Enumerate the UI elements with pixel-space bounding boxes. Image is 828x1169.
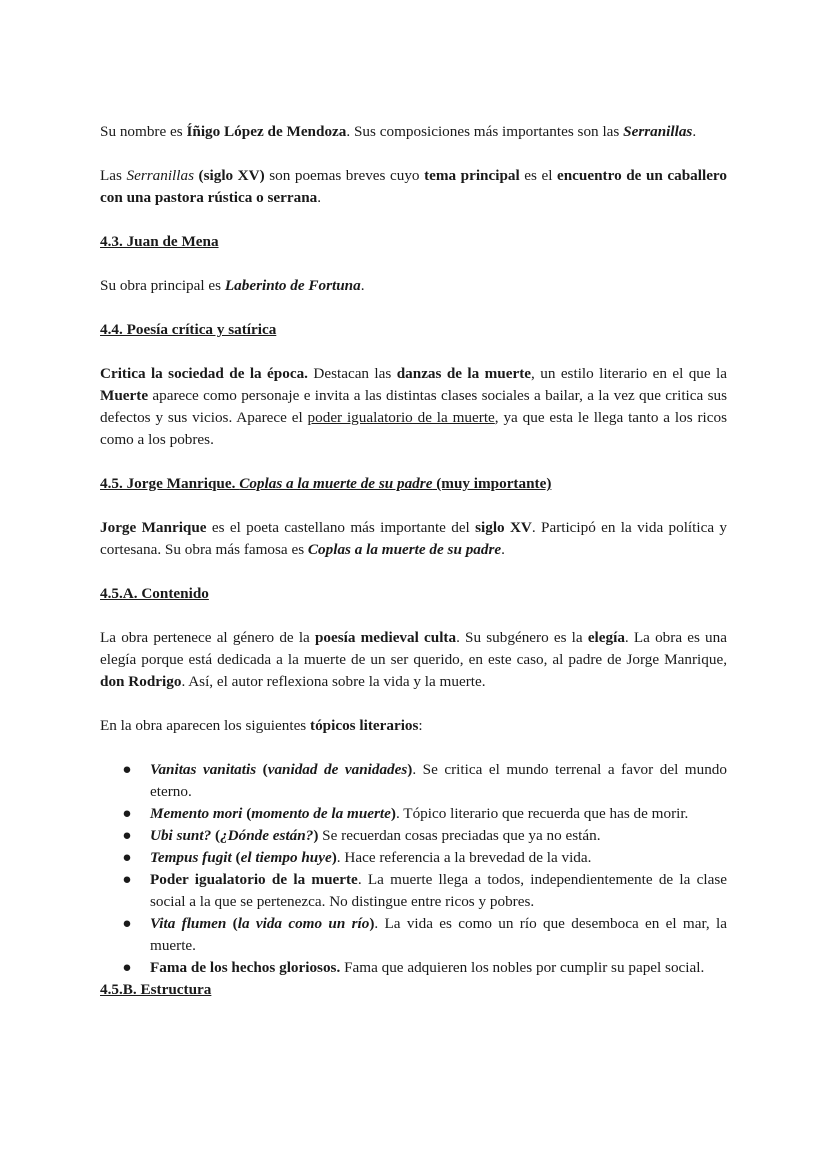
topic-description: . Tópico literario que recuerda que has de morir.	[395, 805, 689, 822]
text: (	[231, 849, 241, 866]
paragraph-critica	[100, 363, 727, 451]
text: .	[692, 123, 697, 140]
list-item	[100, 825, 727, 847]
text: , un estilo literario en el que la	[531, 365, 727, 382]
heading-jorge-manrique	[100, 473, 727, 495]
text: .	[317, 189, 322, 206]
text: )	[407, 761, 413, 778]
heading-part: (muy importante)	[432, 475, 552, 492]
bullet-icon: ●	[122, 959, 132, 976]
bullet-icon: ●	[122, 849, 132, 866]
list-item	[100, 869, 727, 913]
heading-juan-de-mena: 4.3. Juan de Mena	[100, 233, 219, 250]
topic-translation: el tiempo huye	[240, 849, 332, 866]
text: )	[313, 827, 319, 844]
topic-description: Fama que adquieren los nobles por cumplir su papel social.	[340, 959, 705, 976]
paragraph-mendoza	[100, 121, 727, 143]
text: Destacan las	[307, 365, 397, 382]
list-item	[100, 957, 727, 979]
topic-description: . Se critica el mundo terrenal a favor del mundo eterno.	[150, 761, 727, 800]
topic-name: Vita flumen	[150, 915, 227, 932]
paragraph-contenido	[100, 627, 727, 693]
text: es el poeta castellano más importante del	[206, 519, 476, 536]
text: .	[360, 277, 365, 294]
topic-description: Se recuerdan cosas preciadas que ya no están.	[318, 827, 601, 844]
paragraph-serranillas	[100, 165, 727, 209]
list-item	[100, 913, 727, 957]
text: Poder igualatorio de la muerte	[150, 871, 358, 888]
text: . Así, el autor reflexiona sobre la vida y la muerte.	[181, 673, 486, 690]
bold-text: Íñigo López de Mendoza	[186, 123, 347, 140]
bullet-icon: ●	[122, 761, 132, 778]
heading-contenido: 4.5.A. Contenido	[100, 585, 209, 602]
text: es el	[519, 167, 557, 184]
text: (	[256, 761, 268, 778]
text: (	[211, 827, 221, 844]
topics-list	[100, 759, 727, 979]
text: En la obra aparecen los siguientes	[100, 717, 311, 734]
bold-text: poesía medieval culta	[314, 629, 457, 646]
bold-text: elegía	[587, 629, 625, 646]
topic-translation: ¿Dónde están?	[220, 827, 314, 844]
text: Las	[100, 167, 127, 184]
bold-italic-text: Serranillas	[623, 123, 693, 140]
text: Su nombre es	[100, 123, 187, 140]
bullet-icon: ●	[122, 915, 132, 932]
document-page	[100, 121, 727, 1001]
topic-name: Ubi sunt?	[150, 827, 212, 844]
topic-description: . Hace referencia a la brevedad de la vida.	[336, 849, 592, 866]
topic-translation: la vida como un río	[237, 915, 370, 932]
list-item	[100, 847, 727, 869]
paragraph-manrique	[100, 517, 727, 561]
underlined-text: poder igualatorio de la muerte	[307, 409, 495, 426]
bold-italic-text: Laberinto de Fortuna	[224, 277, 361, 294]
bullet-icon: ●	[122, 871, 132, 888]
bold-text: siglo XV	[475, 519, 532, 536]
text: La obra pertenece al género de la	[100, 629, 315, 646]
topic-name: Memento mori	[150, 805, 243, 822]
topic-name: Vanitas vanitatis	[150, 761, 257, 778]
text: Fama de los hechos gloriosos.	[150, 959, 341, 976]
text: . Sus composiciones más importantes son las	[346, 123, 624, 140]
text: aparece como personaje e invita a las distintas clases sociales a bailar, a la vez que critica sus defectos y sus vicios. Aparece el	[100, 387, 727, 426]
topic-description: . La vida es como un río que desemboca en el mar, la muerte.	[150, 915, 727, 954]
bold-text: tópicos literarios	[310, 717, 419, 734]
bold-text: Muerte	[100, 387, 149, 404]
text: , ya que esta le llega tanto a los ricos como a los pobres.	[100, 409, 727, 448]
heading-estructura: 4.5.B. Estructura	[100, 981, 212, 998]
bullet-icon: ●	[122, 805, 132, 822]
text: . Participó en la vida política y cortesana. Su obra más famosa es	[100, 519, 727, 558]
text: (	[226, 915, 238, 932]
text: Su obra principal es	[100, 277, 225, 294]
topic-name: Tempus fugit	[150, 849, 232, 866]
topic-description: . La muerte llega a todos, independientemente de la clase social a la que se pertenezca. No distingue entre ricos y pobres.	[150, 871, 728, 910]
text: )	[369, 915, 375, 932]
list-item	[100, 759, 727, 803]
bold-text: tema principal	[424, 167, 520, 184]
heading-part: 4.5. Jorge Manrique.	[100, 475, 240, 492]
paragraph-mena	[100, 275, 727, 297]
text: (	[242, 805, 252, 822]
text: son poemas breves cuyo	[264, 167, 425, 184]
text: :	[418, 717, 423, 734]
topic-translation: vanidad de vanidades	[267, 761, 408, 778]
list-item	[100, 803, 727, 825]
text: . La obra es una elegía porque está dedicada a la muerte de un ser querido, en este caso, al padre de Jorge Manrique,	[100, 629, 727, 668]
bold-text: Critica la sociedad de la época.	[100, 365, 308, 382]
bold-italic-text: Coplas a la muerte de su padre	[307, 541, 502, 558]
heading-italic-part: Coplas a la muerte de su padre	[239, 475, 433, 492]
bold-text: (siglo XV)	[198, 167, 265, 184]
paragraph-topicos-intro	[100, 715, 727, 737]
bullet-icon: ●	[122, 827, 132, 844]
heading-poesia-critica: 4.4. Poesía crítica y satírica	[100, 321, 277, 338]
bold-text: encuentro de un caballero con una pastora rústica o serrana	[100, 167, 727, 206]
text: )	[331, 849, 337, 866]
text: )	[390, 805, 396, 822]
text: .	[501, 541, 505, 558]
topic-translation: momento de la muerte	[251, 805, 391, 822]
text: . Su subgénero es la	[456, 629, 588, 646]
italic-text: Serranillas	[126, 167, 194, 184]
bold-text: don Rodrigo	[100, 673, 182, 690]
bold-text: Jorge Manrique	[100, 519, 207, 536]
bold-text: danzas de la muerte	[396, 365, 532, 382]
